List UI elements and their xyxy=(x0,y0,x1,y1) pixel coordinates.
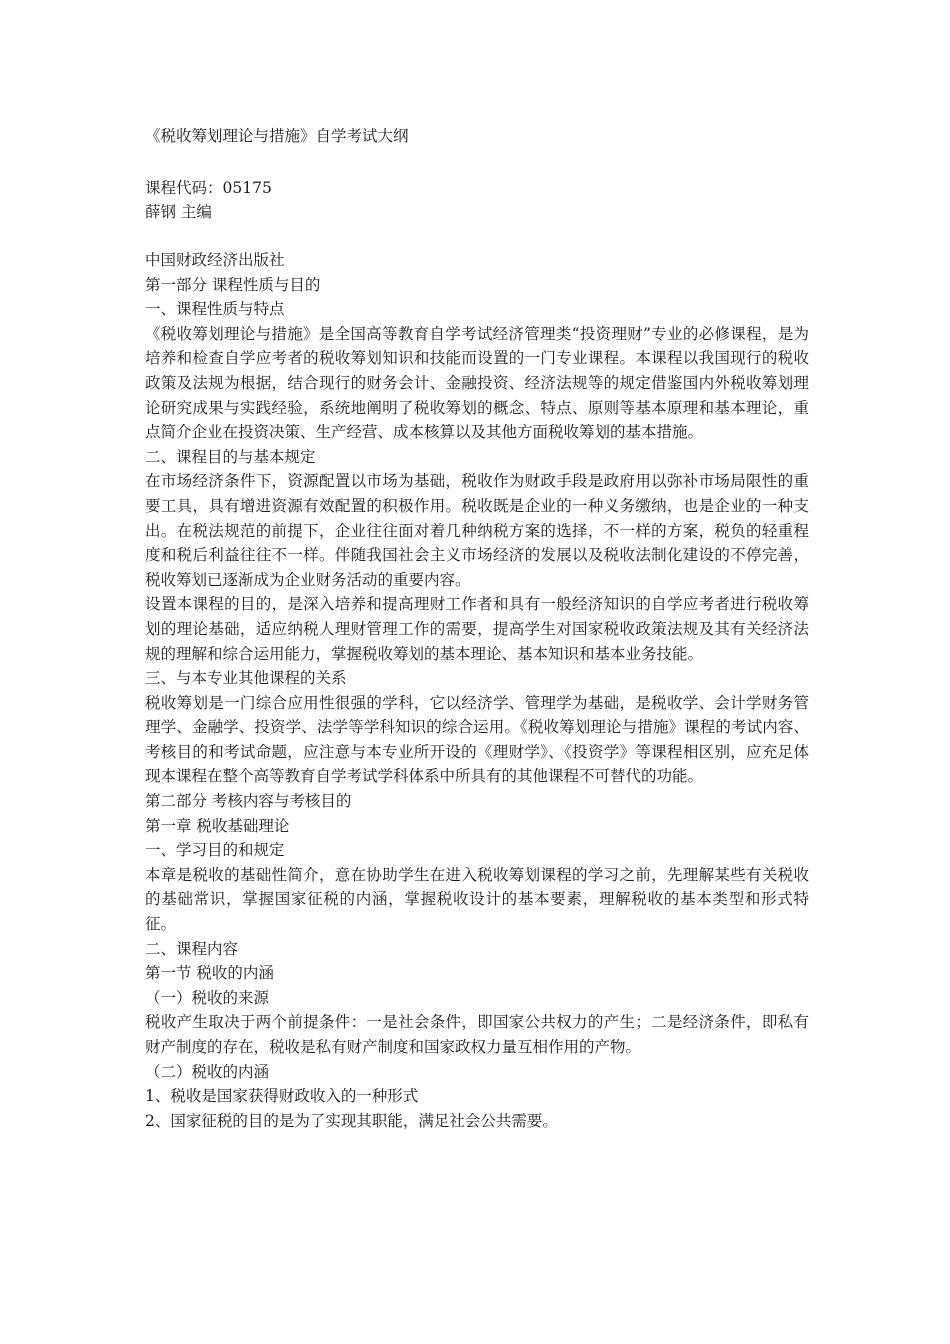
document-title: 《税收筹划理论与措施》自学考试大纲 xyxy=(145,127,409,145)
course-meta xyxy=(145,176,272,224)
chapter-heading: 第一章 税收基础理论 xyxy=(145,816,290,835)
part-two-heading: 第二部分 考核内容与考核目的 xyxy=(145,792,352,811)
section-heading: 一、课程性质与特点 xyxy=(145,300,285,319)
paragraph: 税收产生取决于两个前提条件：一是社会条件，即国家公共权力的产生；二是经济条件，即私有财产制度的存在，税收是私有财产制度和国家政权力量互相作用的产物。 xyxy=(145,1013,809,1056)
item-heading: （二）税收的内涵 xyxy=(145,1062,270,1081)
course-code: 课程代码：05175 xyxy=(145,179,272,197)
item-heading: （一）税收的来源 xyxy=(145,988,270,1007)
paragraph: 设置本课程的目的，是深入培养和提高理财工作者和具有一般经济知识的自学应考者进行税收筹划的理论基础，适应纳税人理财管理工作的需要，提高学生对国家税收政策法规及其有关经济法规的理解和综合运用能力，掌握税收筹划的基本理论、基本知识和基本业务技能。 xyxy=(145,595,809,663)
editor-line: 薛钢 主编 xyxy=(145,203,212,221)
list-item: 2、国家征税的目的是为了实现其职能，满足社会公共需要。 xyxy=(145,1111,558,1130)
paragraph: 本章是税收的基础性简介，意在协助学生在进入税收筹划课程的学习之前，先理解某些有关税收的基础常识，掌握国家征税的内涵，掌握税收设计的基本要素，理解税收的基本类型和形式特征。 xyxy=(145,865,809,934)
section-heading: 二、课程目的与基本规定 xyxy=(145,447,316,466)
document-body xyxy=(145,248,809,1133)
paragraph: 《税收筹划理论与措施》是全国高等教育自学考试经济管理类“投资理财”专业的必修课程，是为培养和检查自学应考者的税收筹划知识和技能而设置的一门专业课程。本课程以我国现行的税收政策及法规为根据，结合现行的财务会计、金融投资、经济法规等的规定借鉴国内外税收筹划理论研究成果与实践经验，系统地阐明了税收筹划的概念、特点、原则等基本原理和基本理论，重点简介企业在投资决策、生产经营、成本核算以及其他方面税收筹划的基本措施。 xyxy=(145,324,809,442)
section-heading: 一、学习目的和规定 xyxy=(145,841,285,860)
list-item: 1、税收是国家获得财政收入的一种形式 xyxy=(145,1087,419,1106)
paragraph: 在市场经济条件下，资源配置以市场为基础，税收作为财政手段是政府用以弥补市场局限性的重要工具，具有增进资源有效配置的积极作用。税收既是企业的一种义务缴纳，也是企业的一种支出。在税法规范的前提下，企业往往面对着几种纳税方案的选择，不一样的方案，税负的轻重程度和税后利益往往不一样。伴随我国社会主义市场经济的发展以及税收法制化建设的不停完善，税收筹划已逐渐成为企业财务活动的重要内容。 xyxy=(145,472,809,589)
section-heading: 三、与本专业其他课程的关系 xyxy=(145,669,347,688)
part-one-heading: 第一部分 课程性质与目的 xyxy=(145,275,321,294)
section-heading: 二、课程内容 xyxy=(145,939,239,958)
paragraph: 税收筹划是一门综合应用性很强的学科，它以经济学、管理学为基础，是税收学、会计学财务管理学、金融学、投资学、法学等学科知识的综合运用。《税收筹划理论与措施》课程的考试内容、考核目的和考试命题，应注意与本专业所开设的《理财学》、《投资学》等课程相区别，应充足体现本课程在整个高等教育自学考试学科体系中所具有的其他课程不可替代的功能。 xyxy=(145,693,809,786)
subsection-heading: 第一节 税收的内涵 xyxy=(145,964,274,983)
publisher: 中国财政经济出版社 xyxy=(145,251,285,269)
